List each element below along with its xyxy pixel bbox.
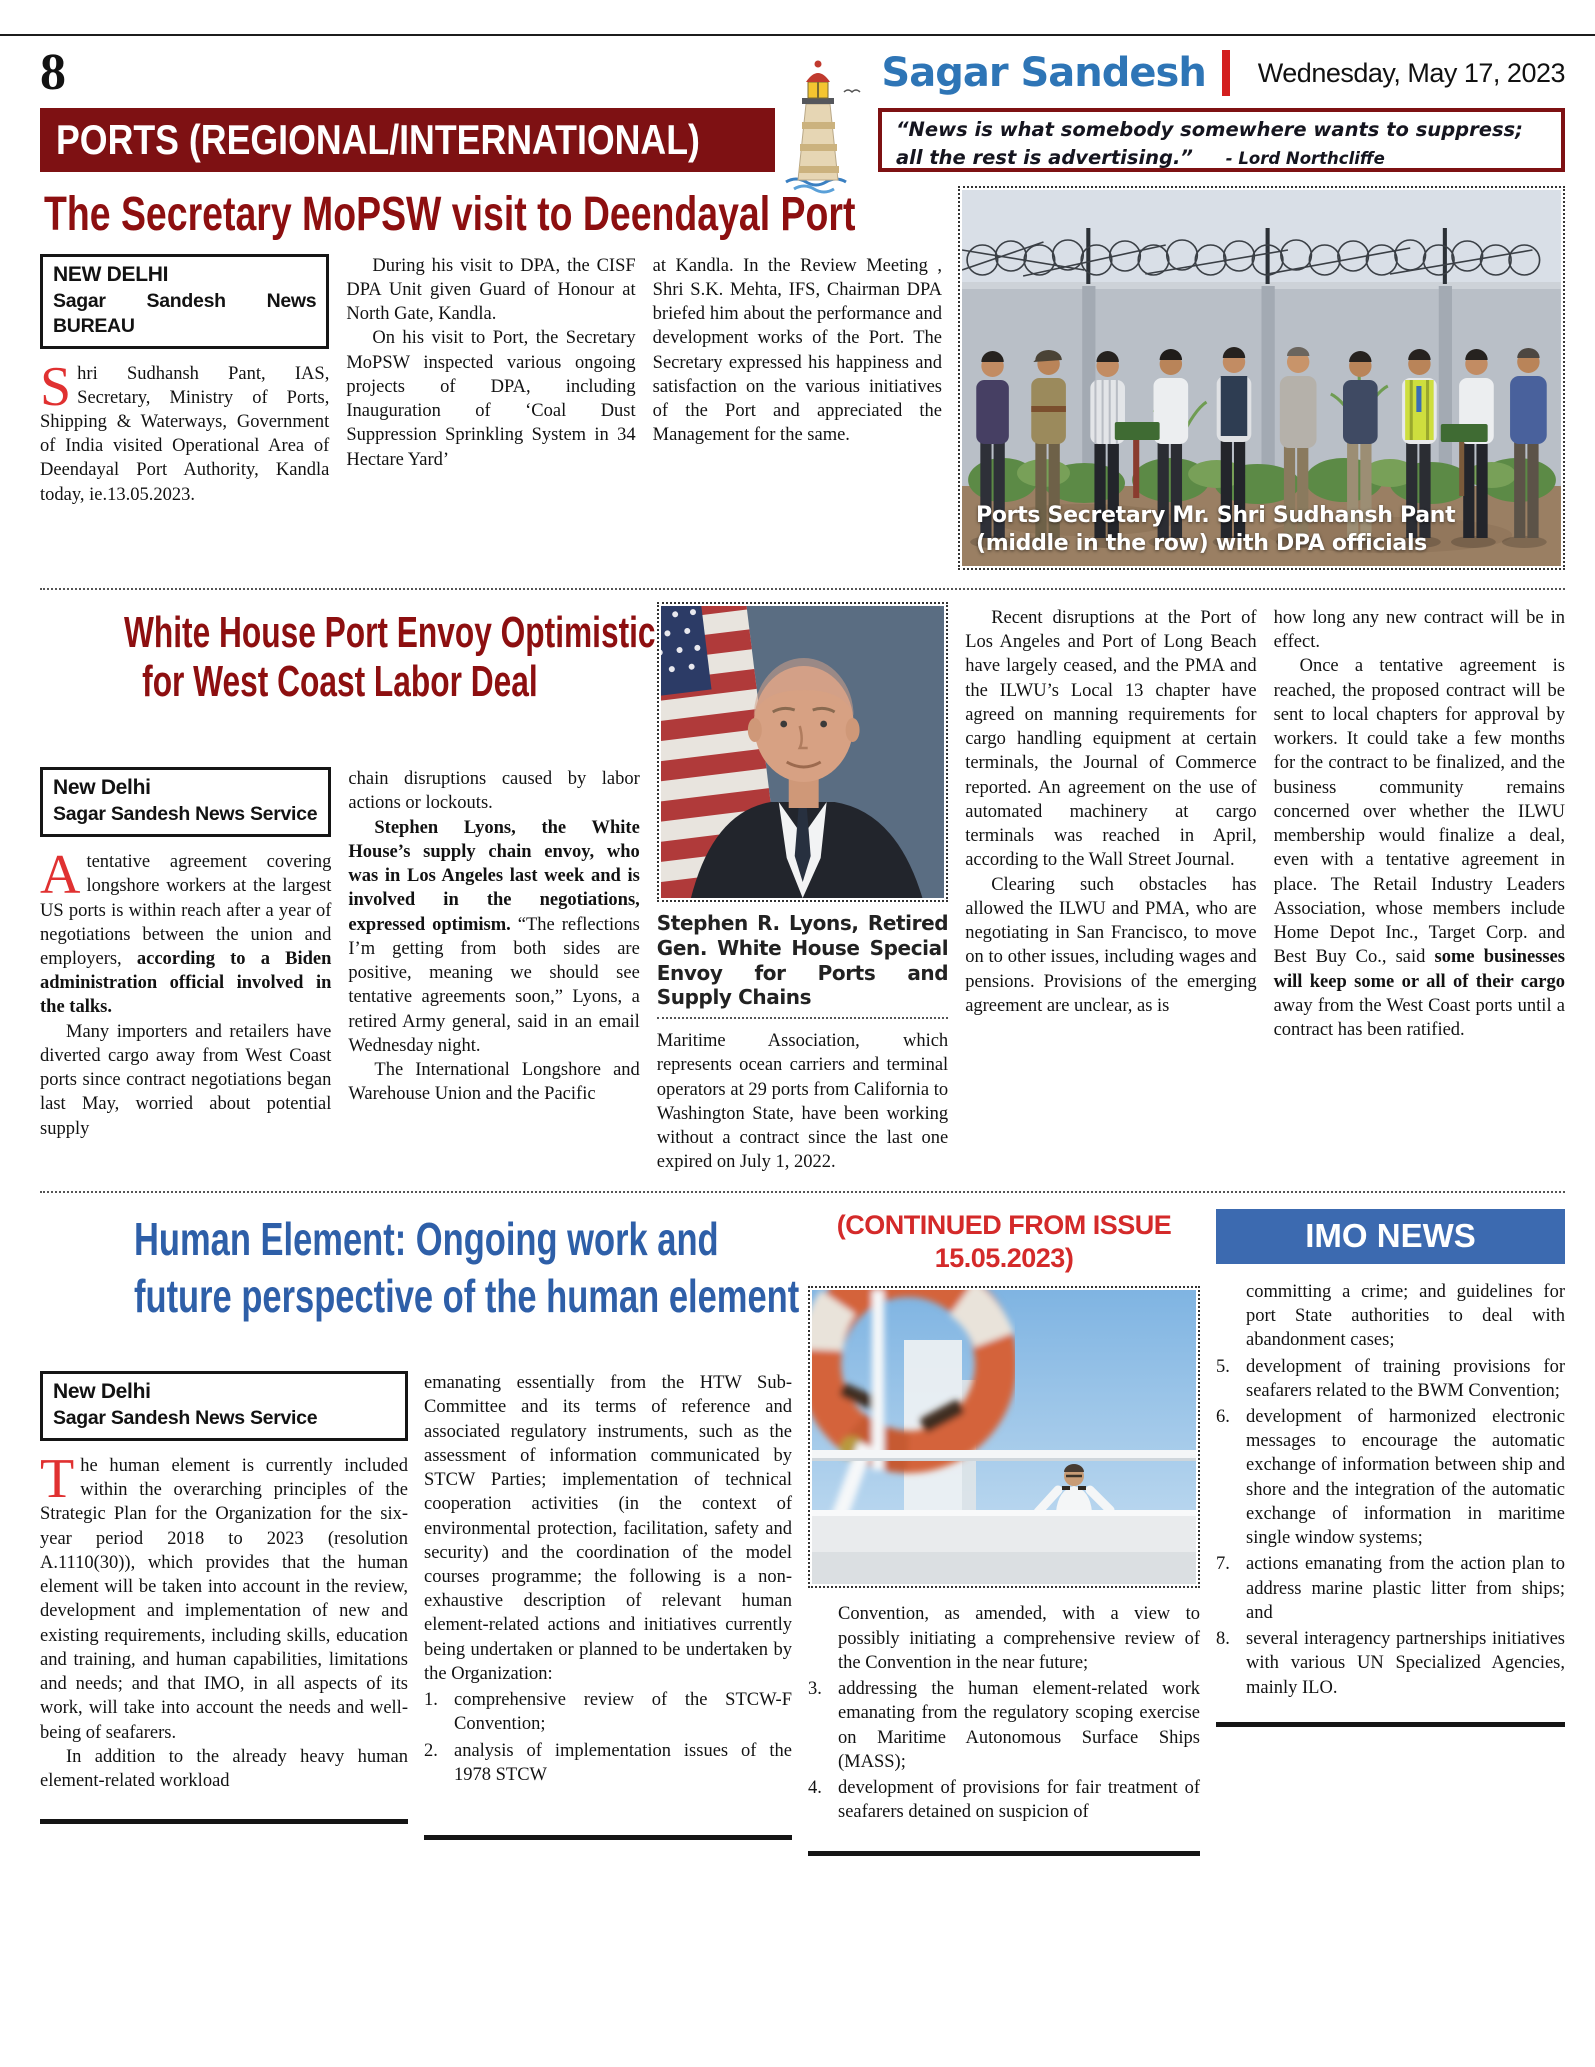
- continued-heading: (CONTINUED FROM ISSUE 15.05.2023): [836, 1209, 1172, 1273]
- article1-col1: [40, 254, 329, 507]
- quote-box: [878, 108, 1565, 172]
- portrait-photo: [657, 602, 948, 902]
- imo-news-banner: IMO NEWS: [1216, 1209, 1565, 1264]
- article1-col3-paragraph: at Kandla. In the Review Meeting , Shri S.K. Mehta, IFS, Chairman DPA briefed him about the performance and development works of the Port. The Secretary expressed his happiness and satisfaction on the various initiatives of the Port and appreciated the Management for the same.: [652, 255, 942, 446]
- byline-agency: Sagar Sandesh News BUREAU: [53, 289, 317, 337]
- article1-title: The Secretary MoPSW visit to Deendayal Port: [44, 188, 856, 241]
- article3-colB: [424, 1371, 792, 1855]
- byline-agency: Sagar Sandesh News Service: [53, 803, 318, 826]
- article1-col2-paragraph2: On his visit to Port, the Secretary MoPSW inspected various ongoing projects of DPA, including Inauguration of ‘Coal Dust Suppression Sprinkling System in 34 Hectare Yard’: [346, 328, 636, 470]
- column-end-rule: [808, 1851, 1200, 1856]
- article1-text-block: [40, 186, 942, 570]
- section-banner-label: PORTS (REGIONAL/INTERNATIONAL): [56, 116, 700, 163]
- page-number: 8: [40, 44, 66, 101]
- article2-col1: [40, 767, 331, 1174]
- group-photo-caption: Ports Secretary Mr. Shri Sudhansh Pant (middle in the row) with DPA officials: [976, 502, 1456, 556]
- article2-col3-paragraph: Maritime Association, which represents ocean carriers and terminal operators at 29 ports from California to Washington State, have been working without a contract since the last one expired on July 1, 2022.: [656, 1031, 949, 1173]
- section-banner-row: [40, 108, 1565, 172]
- masthead-logo: Sagar Sandesh: [881, 50, 1206, 96]
- article-secretary-mopsw: [40, 186, 1565, 570]
- column-end-rule: [1216, 1722, 1565, 1727]
- divider-dotted: [40, 588, 1565, 590]
- article2-col5: [1274, 602, 1565, 1175]
- article2-byline-box: [40, 767, 331, 837]
- byline-location: New Delhi: [53, 776, 151, 800]
- article3-colB-paragraph1: emanating essentially from the HTW Sub-Committee and its terms of reference and associated regulatory instruments, such as the assessment of information communicated by STCW Parties; implementation of technical cooperation activities (in the context of environmental protection, facilitation, safety and security) and the coordination of the model courses programme; the following is a non-exhaustive description of relevant human element-related actions and initiatives currently being undertaken or planned to be undertaken by the Organization:: [424, 1373, 792, 1684]
- article-white-house-envoy: [40, 602, 1565, 1175]
- masthead-red-bar: [1222, 50, 1230, 96]
- list-item: 8. several interagency partnerships initiatives with various UN Specialized Agencies, mainly ILO.: [1216, 1629, 1565, 1698]
- dropcap: S: [40, 355, 72, 418]
- page-top-rule: [0, 34, 1595, 36]
- group-photo: [958, 186, 1565, 570]
- article1-columns: [40, 254, 942, 507]
- article2-title: White House Port Envoy Optimistic for West Coast Labor Deal: [123, 608, 656, 707]
- list-item: 1. comprehensive review of the STCW-F Convention;: [424, 1690, 792, 1735]
- list-item: 7. actions emanating from the action plan to address marine plastic litter from ships; and: [1216, 1554, 1565, 1623]
- article2-col2-paragraph2: Stephen Lyons, the White House’s supply chain envoy, who was in Los Angeles last week and is involved in the negotiations, expressed optimism. “The reflections I’m getting from both sides are positive, meaning we should see tentative agreements soon,” Lyons, a retired Army general, said in an email Wednesday night.: [348, 817, 640, 1056]
- article2-col1-paragraph2: Many importers and retailers have diverted cargo away from West Coast ports since contract negotiations began last May, worried about potential supply: [40, 1021, 332, 1139]
- portrait-photo-illustration: [661, 606, 944, 898]
- list-item: 6. development of harmonized electronic messages to encourage the automatic exchange of information between ship and shore and the integration of the automatic exchange of information in maritime single window systems;: [1216, 1406, 1565, 1549]
- column-end-rule: [424, 1835, 792, 1840]
- article2-col5-paragraph2: Once a tentative agreement is reached, the proposed contract will be sent to local chapters for approval by workers. It could take a few months for the contract to be finalized, and the business community remains concerned over whether the ILWU membership would finalize a deal, even with a tentative agreement in place. The Retail Industry Leaders Association, whose members include Home Depot Inc., Target Corp. and Best Buy Co., said some businesses will keep some or all of their cargo away from the West Coast ports until a contract has been ratified.: [1273, 656, 1565, 1040]
- article3-colA: [40, 1371, 408, 1855]
- article1-col1-paragraph: Shri Sudhansh Pant, IAS, Secretary, Ministry of Ports, Shipping & Waterways, Government of India visited Operational Area of Deendayal Port Authority, Kandla today, ie.13.05.2023.: [40, 355, 330, 505]
- article1-byline-box: [40, 254, 329, 349]
- article2-col4-paragraph1: Recent disruptions at the Port of Los Angeles and Port of Long Beach have largely ceased, and the PMA and the ILWU’s Local 13 chapter have agreed on manning requirements for cargo handling equipment at certain terminals, the Journal of Commerce reported. An agreement on the use of automated machinery at cargo terminals was reached in April, according to the Wall Street Journal.: [965, 608, 1257, 871]
- portrait-photo-caption: Stephen R. Lyons, Retired Gen. White House Special Envoy for Ports and Supply Chains: [656, 911, 949, 1010]
- article3-byline-box: [40, 1371, 408, 1441]
- section-banner: [40, 108, 775, 172]
- article1-col3: [653, 254, 942, 507]
- article1-col2: [346, 254, 635, 507]
- list-item: 2. analysis of implementation issues of the 1978 STCW: [424, 1740, 792, 1785]
- byline-location: New Delhi: [53, 1380, 151, 1404]
- article3-colA-paragraph2: In addition to the already heavy human element-related workload: [40, 1746, 408, 1791]
- article2-col4: [965, 602, 1256, 1175]
- ship-photo: [808, 1286, 1200, 1588]
- article2-col2-paragraph3: The International Longshore and Warehouse Union and the Pacific: [348, 1060, 640, 1105]
- article2-col1-paragraph1: Atentative agreement covering longshore workers at the largest US ports is within reach after a year of negotiations between the union and employers, according to a Biden administration official involved in the talks.: [40, 844, 332, 1018]
- article3-colC-continuation: Convention, as amended, with a view to possibly initiating a comprehensive review of the Convention in the near future;: [838, 1604, 1200, 1673]
- byline-location: NEW DELHI: [53, 262, 169, 286]
- caption-divider: [657, 1017, 948, 1019]
- column-end-rule: [40, 1819, 408, 1824]
- list-item: 4. development of provisions for fair treatment of seafarers detained on suspicion of: [808, 1778, 1200, 1823]
- list-item: 5. development of training provisions for seafarers related to the BWM Convention;: [1216, 1356, 1565, 1401]
- divider-dotted: [40, 1191, 1565, 1193]
- article2-col4-paragraph2: Clearing such obstacles has allowed the ILWU and PMA, who are negotiating in San Francisco, to move on to other issues, including wages and pensions. Provisions of the emerging agreement are unclear, as is: [965, 874, 1257, 1016]
- list-item: 3. addressing the human element-related work emanating from the regulatory scoping exercise on Maritime Autonomous Surface Ships (MASS);: [808, 1679, 1200, 1772]
- article3-colA-paragraph1: The human element is currently included within the overarching principles of the Strategic Plan for the Organization for the six-year period 2018 to 2023 (resolution A.1110(30)), which provides that the human element will be taken into account in the review, development and implementation of new and existing requirements, including skills, education and training, and human capabilities, limitations and needs; and that IMO, in all aspects of its work, will take into account the needs and well-being of seafarers.: [40, 1447, 408, 1743]
- article2-col3-text: [657, 1029, 948, 1174]
- ship-photo-illustration: [812, 1290, 1196, 1584]
- article3-colD: [1216, 1205, 1565, 1856]
- article1-col2-paragraph1: During his visit to DPA, the CISF DPA Unit given Guard of Honour at North Gate, Kandla.: [346, 255, 636, 325]
- article3-colC: [808, 1205, 1200, 1856]
- byline-agency: Sagar Sandesh News Service: [53, 1406, 318, 1429]
- masthead-date: Wednesday, May 17, 2023: [1257, 57, 1565, 88]
- dropcap: A: [40, 844, 81, 907]
- quote-text: “News is what somebody somewhere wants to suppress; all the rest is advertising.”: [896, 118, 1523, 169]
- quote-attribution: - Lord Northcliffe: [1225, 148, 1385, 168]
- lighthouse-icon: [766, 56, 870, 194]
- dropcap: T: [40, 1447, 75, 1510]
- article2-col3: [657, 602, 948, 1175]
- article2-col2-paragraph1: chain disruptions caused by labor actions or lockouts.: [348, 769, 640, 814]
- article2-col2: [348, 767, 639, 1174]
- article3-title: Human Element: Ongoing work and future perspective of the human element: [134, 1212, 800, 1323]
- article2-col5-paragraph1: how long any new contract will be in effect.: [1273, 608, 1565, 653]
- article3-colD-continuation: committing a crime; and guidelines for port State authorities to deal with abandonment cases;: [1246, 1281, 1565, 1351]
- article-human-element: [40, 1205, 1565, 1856]
